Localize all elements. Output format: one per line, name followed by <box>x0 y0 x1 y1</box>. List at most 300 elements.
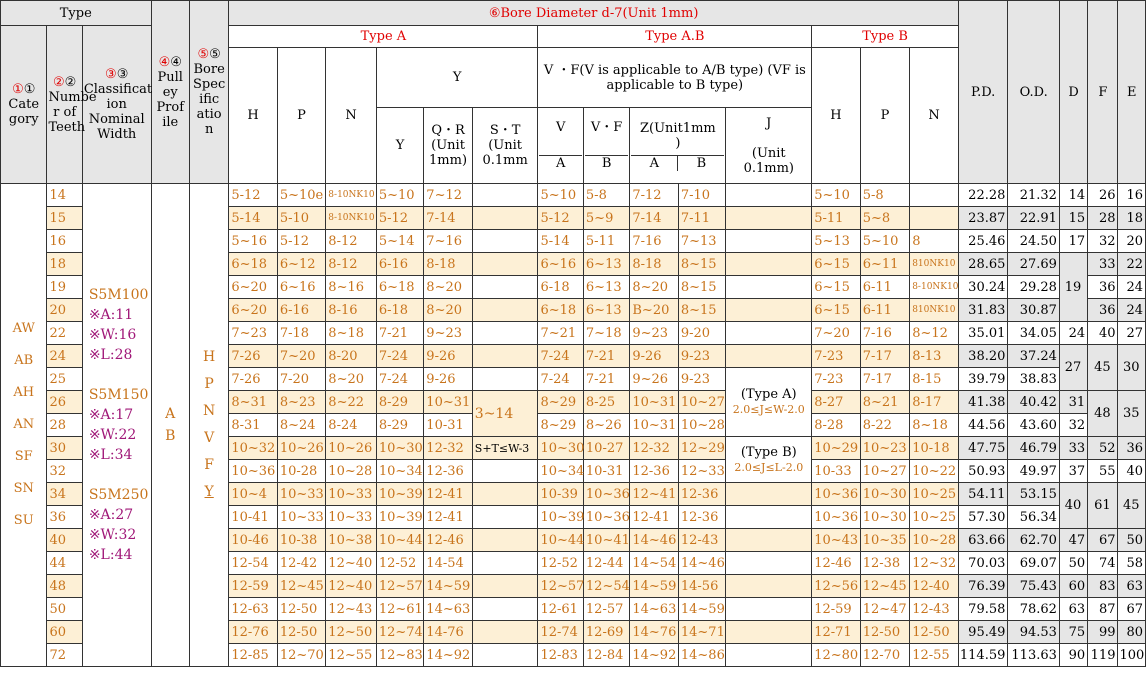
vf-cell: 12-44 <box>583 552 629 575</box>
pb-cell: 12~45 <box>860 575 910 598</box>
od-cell: 49.97 <box>1008 460 1060 483</box>
h-cell: 10-41 <box>229 506 277 529</box>
e-cell: 100 <box>1118 644 1146 667</box>
type-a-header: Type A <box>229 26 538 48</box>
j-cell <box>726 253 812 276</box>
p-cell: 12~70 <box>277 644 325 667</box>
classification-item: ※A:11 <box>88 307 134 323</box>
h-cell: 5~16 <box>229 230 277 253</box>
hb-cell: 12~56 <box>812 575 860 598</box>
d-cell: 24 <box>1059 322 1087 345</box>
vf-header-sub: B <box>585 155 628 171</box>
pd-cell: 57.30 <box>958 506 1008 529</box>
nb-cell: 8~12 <box>910 322 959 345</box>
nn-cell: 12~55 <box>326 644 377 667</box>
y-cell: 12-52 <box>376 552 423 575</box>
nn-cell: 12~43 <box>326 598 377 621</box>
v-cell: 12~57 <box>538 575 583 598</box>
pb-cell: 5~8 <box>860 207 910 230</box>
e-cell: 63 <box>1118 575 1146 598</box>
hb-cell: 6~15 <box>812 276 860 299</box>
st-cell <box>472 621 538 644</box>
v-header <box>538 108 583 184</box>
v-cell: 12-74 <box>538 621 583 644</box>
h-cell: 8-31 <box>229 414 277 437</box>
f-cell: 87 <box>1088 598 1118 621</box>
p-cell: 5-10 <box>277 207 325 230</box>
vf-cell: 6~13 <box>583 253 629 276</box>
j-cell <box>726 506 812 529</box>
nn-cell: 8-20 <box>326 345 377 368</box>
hb-cell: 5~13 <box>812 230 860 253</box>
za-cell: 9~23 <box>630 322 678 345</box>
nn-cell: 12~50 <box>326 621 377 644</box>
vf-cell: 5~9 <box>583 207 629 230</box>
vf-cell: 10-27 <box>583 437 629 460</box>
v-cell: 8~29 <box>538 414 583 437</box>
bore-spec-item: P <box>204 376 214 392</box>
hb-cell: 10~29 <box>812 437 860 460</box>
nn-cell: 10~28 <box>326 460 377 483</box>
hb-cell: 10-33 <box>812 460 860 483</box>
pb-cell: 12-38 <box>860 552 910 575</box>
v-cell: 10~34 <box>538 460 583 483</box>
j-cell <box>726 529 812 552</box>
d-cell: 27 <box>1059 345 1087 391</box>
h-cell: 6~18 <box>229 253 277 276</box>
pb-cell: 12-50 <box>860 621 910 644</box>
teeth-cell: 20 <box>47 299 82 322</box>
od-cell: 62.70 <box>1008 529 1060 552</box>
teeth-cell: 50 <box>47 598 82 621</box>
y-cell: 7-24 <box>376 368 423 391</box>
vf-cell: 12-69 <box>583 621 629 644</box>
st-cell <box>472 276 538 299</box>
y-cell: 8-29 <box>376 391 423 414</box>
f-cell: 28 <box>1088 207 1118 230</box>
pb-cell: 12-70 <box>860 644 910 667</box>
za-cell: 7-12 <box>630 184 678 207</box>
h-cell: 5-14 <box>229 207 277 230</box>
vf-cell: 10~36 <box>583 483 629 506</box>
h-cell: 12-85 <box>229 644 277 667</box>
j-type-a-cell <box>726 368 812 437</box>
f-cell: 40 <box>1088 322 1118 345</box>
e-cell: 58 <box>1118 552 1146 575</box>
category-item: AH <box>13 385 35 400</box>
od-cell: 53.15 <box>1008 483 1060 506</box>
teeth-cell: 16 <box>47 230 82 253</box>
za-cell: 14~46 <box>630 529 678 552</box>
f-cell: 26 <box>1088 184 1118 207</box>
f-cell: 48 <box>1088 391 1118 437</box>
f-cell: 55 <box>1088 460 1118 483</box>
p-header: P <box>277 48 325 184</box>
za-cell: 8-18 <box>630 253 678 276</box>
teeth-cell: 60 <box>47 621 82 644</box>
zb-cell: 8~15 <box>678 299 725 322</box>
vf-cell: 10~36 <box>583 506 629 529</box>
j-type-b-cell <box>726 437 812 483</box>
teeth-cell: 28 <box>47 414 82 437</box>
vf-cell: 12~54 <box>583 575 629 598</box>
vf-cell: 7-21 <box>583 368 629 391</box>
qr-cell: 14-76 <box>424 621 472 644</box>
od-cell: 37.24 <box>1008 345 1060 368</box>
y-cell: 6~18 <box>376 276 423 299</box>
pd-header: P.D. <box>958 1 1008 184</box>
nn-cell: 8~20 <box>326 368 377 391</box>
hb-cell: 5-11 <box>812 207 860 230</box>
nn-cell: 8-16 <box>326 299 377 322</box>
nb-cell <box>910 207 959 230</box>
od-cell: 24.50 <box>1008 230 1060 253</box>
f-header: F <box>1088 1 1118 184</box>
p-cell: 6-16 <box>277 299 325 322</box>
nn-cell: 8~22 <box>326 391 377 414</box>
h-cell: 12-76 <box>229 621 277 644</box>
classification-item: S5M250 <box>88 487 149 503</box>
vf-cell: 5-11 <box>583 230 629 253</box>
za-cell: 12~41 <box>630 483 678 506</box>
d-cell: 32 <box>1059 414 1087 437</box>
pd-cell: 30.24 <box>958 276 1008 299</box>
category-item: AW <box>12 321 35 336</box>
hb-cell: 10~43 <box>812 529 860 552</box>
p-cell: 6~12 <box>277 253 325 276</box>
nb-cell: 10~22 <box>910 460 959 483</box>
e-cell: 30 <box>1118 345 1146 391</box>
nn-cell: 10~33 <box>326 483 377 506</box>
hb-cell: 5~10 <box>812 184 860 207</box>
pb-cell: 10~23 <box>860 437 910 460</box>
pd-cell: 22.28 <box>958 184 1008 207</box>
bore-spec-header: ⑤⑤ Bore Spec ific atio n <box>189 1 228 184</box>
nb-cell: 8-10NK10 <box>910 276 959 299</box>
st-formula-cell: S+T≤W-3 <box>472 437 538 460</box>
pb-cell: 8-22 <box>860 414 910 437</box>
f-cell: 33 <box>1088 253 1118 276</box>
f-cell: 99 <box>1088 621 1118 644</box>
vf-cell: 7~18 <box>583 322 629 345</box>
e-cell: 22 <box>1118 253 1146 276</box>
st-cell <box>472 529 538 552</box>
qr-cell: 8-18 <box>424 253 472 276</box>
teeth-cell: 30 <box>47 437 82 460</box>
qr-cell: 12-41 <box>424 483 472 506</box>
nb-cell: 8 <box>910 230 959 253</box>
v-cell: 7~21 <box>538 322 583 345</box>
teeth-cell: 25 <box>47 368 82 391</box>
y-cell: 10~39 <box>376 483 423 506</box>
d-cell: 19 <box>1059 253 1087 322</box>
zb-cell: 7~13 <box>678 230 725 253</box>
qr-cell: 9-26 <box>424 345 472 368</box>
classification-item <box>89 465 150 485</box>
y-cell: 10~30 <box>376 437 423 460</box>
p-cell: 7~20 <box>277 345 325 368</box>
vf-cell: 8-25 <box>583 391 629 414</box>
f-cell: 83 <box>1088 575 1118 598</box>
nn-cell: 8-12 <box>326 230 377 253</box>
za-cell: 14~92 <box>630 644 678 667</box>
v-header-sub: A <box>539 155 581 171</box>
p-cell: 10~33 <box>277 483 325 506</box>
bore-spec-item: H <box>203 349 216 365</box>
pb-cell: 10~30 <box>860 483 910 506</box>
za-cell: 14~76 <box>630 621 678 644</box>
pb-cell: 12~47 <box>860 598 910 621</box>
j-cell <box>726 644 812 667</box>
teeth-cell: 19 <box>47 276 82 299</box>
hb-cell: 10~36 <box>812 483 860 506</box>
zb-cell: 9-20 <box>678 322 725 345</box>
bore-spec-item: N <box>203 403 216 419</box>
od-cell: 29.28 <box>1008 276 1060 299</box>
zb-cell: 9-23 <box>678 368 725 391</box>
zb-cell: 14~46 <box>678 552 725 575</box>
pd-cell: 114.59 <box>958 644 1008 667</box>
y-cell: 7-24 <box>376 345 423 368</box>
y-group-header: Y <box>376 48 538 108</box>
pd-cell: 50.93 <box>958 460 1008 483</box>
y-cell: 10~44 <box>376 529 423 552</box>
nb-cell: 8-13 <box>910 345 959 368</box>
f-cell: 32 <box>1088 230 1118 253</box>
vf-cell: 12-84 <box>583 644 629 667</box>
classification-header-text: ③ Classificat ion Nominal Width <box>83 67 153 142</box>
y-cell: 6-18 <box>376 299 423 322</box>
e-cell: 35 <box>1118 391 1146 437</box>
table-body <box>1 184 1146 667</box>
teeth-cell: 15 <box>47 207 82 230</box>
h-cell: 6~20 <box>229 276 277 299</box>
teeth-cell: 26 <box>47 391 82 414</box>
classification-item: ※W:16 <box>88 327 137 343</box>
classification-item: ※L:44 <box>88 547 133 563</box>
qr-cell: 8~20 <box>424 299 472 322</box>
nn-cell: 10~38 <box>326 529 377 552</box>
j-type-b-label: (Type B) <box>740 444 797 460</box>
teeth-header: ②② Numbe r of Teeth <box>47 26 82 184</box>
vf-cell: 10-31 <box>583 460 629 483</box>
e-cell: 67 <box>1118 598 1146 621</box>
vf-cell: 12-57 <box>583 598 629 621</box>
pd-cell: 39.79 <box>958 368 1008 391</box>
hb-cell: 12-46 <box>812 552 860 575</box>
od-cell: 27.69 <box>1008 253 1060 276</box>
nb-cell: 10-18 <box>910 437 959 460</box>
y-cell: 5-12 <box>376 207 423 230</box>
qr-cell: 12-46 <box>424 529 472 552</box>
qr-cell: 9~23 <box>424 322 472 345</box>
od-cell: 69.07 <box>1008 552 1060 575</box>
d-cell: 14 <box>1059 184 1087 207</box>
d-cell: 60 <box>1059 575 1087 598</box>
j-cell <box>726 230 812 253</box>
j-cell <box>726 621 812 644</box>
zb-cell: 12~29 <box>678 437 725 460</box>
nn-cell: 10~33 <box>326 506 377 529</box>
h-cell: 10~32 <box>229 437 277 460</box>
qr-cell: 7-14 <box>424 207 472 230</box>
zb-cell: 7-11 <box>678 207 725 230</box>
zb-cell: 14-56 <box>678 575 725 598</box>
y-cell: 10~39 <box>376 506 423 529</box>
od-cell: 40.42 <box>1008 391 1060 414</box>
zb-cell: 12-36 <box>678 506 725 529</box>
nb-cell: 10~25 <box>910 506 959 529</box>
pd-cell: 25.46 <box>958 230 1008 253</box>
za-cell: 9~26 <box>630 368 678 391</box>
p-cell: 12-50 <box>277 598 325 621</box>
d-cell: 15 <box>1059 207 1087 230</box>
za-cell: 14~59 <box>630 575 678 598</box>
v-cell: 12-61 <box>538 598 583 621</box>
nb-cell: 810NK10 <box>910 299 959 322</box>
v-cell: 5-14 <box>538 230 583 253</box>
nb-cell: 810NK10 <box>910 253 959 276</box>
h-cell: 7~23 <box>229 322 277 345</box>
classification-header: ③③ Classificat ion Nominal Width <box>82 26 151 184</box>
vf-cell: 6~13 <box>583 299 629 322</box>
st-cell <box>472 552 538 575</box>
p-cell: 5-12 <box>277 230 325 253</box>
d-cell: 40 <box>1059 483 1087 529</box>
st-cell <box>472 299 538 322</box>
e-header: E <box>1118 1 1146 184</box>
zb-cell: 12~33 <box>678 460 725 483</box>
j-type-a-label: (Type A) <box>740 387 797 402</box>
zb-cell: 10~28 <box>678 414 725 437</box>
e-cell: 24 <box>1118 299 1146 322</box>
nb-cell: 12-40 <box>910 575 959 598</box>
p-cell: 10~26 <box>277 437 325 460</box>
teeth-cell: 32 <box>47 460 82 483</box>
pb-cell: 6-11 <box>860 276 910 299</box>
bore-spec-item: F <box>204 457 214 473</box>
od-cell: 94.53 <box>1008 621 1060 644</box>
za-cell: B~20 <box>630 299 678 322</box>
nn-cell: 8-12 <box>326 253 377 276</box>
nb-cell: 8-17 <box>910 391 959 414</box>
nb-cell: 12~32 <box>910 552 959 575</box>
hb-cell: 7~20 <box>812 322 860 345</box>
od-cell: 113.63 <box>1008 644 1060 667</box>
st-cell <box>472 368 538 391</box>
h-cell: 12-63 <box>229 598 277 621</box>
z-header-a: A <box>631 156 678 171</box>
v-cell: 5-12 <box>538 207 583 230</box>
category-header: ①① Cate gory <box>1 26 47 184</box>
type-b-header: Type B <box>812 26 959 48</box>
d-cell: 31 <box>1059 391 1087 414</box>
category-cell <box>1 184 47 667</box>
za-cell: 14~63 <box>630 598 678 621</box>
od-cell: 78.62 <box>1008 598 1060 621</box>
pd-cell: 63.66 <box>958 529 1008 552</box>
v-cell: 7-24 <box>538 368 583 391</box>
p-cell: 6~16 <box>277 276 325 299</box>
qr-cell: 7~12 <box>424 184 472 207</box>
za-cell: 9-26 <box>630 345 678 368</box>
qr-cell: 12-32 <box>424 437 472 460</box>
h-cell: 6~20 <box>229 299 277 322</box>
zb-cell: 8~15 <box>678 253 725 276</box>
pd-cell: 54.11 <box>958 483 1008 506</box>
p-cell: 5~10e <box>277 184 325 207</box>
pd-cell: 23.87 <box>958 207 1008 230</box>
y-cell: 12~74 <box>376 621 423 644</box>
nn-cell: 8-24 <box>326 414 377 437</box>
nb-cell: 10~25 <box>910 483 959 506</box>
bore-spec-header-text: ⑤ Bore Spec ific atio n <box>193 47 226 137</box>
d-cell: 63 <box>1059 598 1087 621</box>
vf-cell: 10~41 <box>583 529 629 552</box>
category-item: AB <box>14 353 34 368</box>
p-cell: 7-18 <box>277 322 325 345</box>
st-cell <box>472 184 538 207</box>
p-cell: 12-42 <box>277 552 325 575</box>
y-cell: 5~14 <box>376 230 423 253</box>
j-cell <box>726 552 812 575</box>
nb-cell: 12-55 <box>910 644 959 667</box>
classification-item: S5M150 <box>88 387 149 403</box>
j-cell <box>726 345 812 368</box>
pb-cell: 6~11 <box>860 253 910 276</box>
e-cell: 24 <box>1118 276 1146 299</box>
nb-cell <box>910 184 959 207</box>
profile-cell <box>151 184 189 667</box>
teeth-cell: 40 <box>47 529 82 552</box>
y-cell: 12~83 <box>376 644 423 667</box>
d-cell: 75 <box>1059 621 1087 644</box>
e-cell: 45 <box>1118 483 1146 529</box>
y-cell: 12~61 <box>376 598 423 621</box>
qr-cell: 12-41 <box>424 506 472 529</box>
type-ab-header: Type A.B <box>538 26 812 48</box>
h-cell: 10~4 <box>229 483 277 506</box>
qr-cell: 12-36 <box>424 460 472 483</box>
pd-cell: 35.01 <box>958 322 1008 345</box>
e-cell: 80 <box>1118 621 1146 644</box>
nn-cell: 10~26 <box>326 437 377 460</box>
vf-group-header: V ・F(V is applicable to A/B type) (VF is applicable to B type) <box>538 48 812 108</box>
p-cell: 12-50 <box>277 621 325 644</box>
p-cell: 8~23 <box>277 391 325 414</box>
j-cell <box>726 207 812 230</box>
pb-cell: 7-17 <box>860 345 910 368</box>
z-header <box>630 108 726 184</box>
od-cell: 38.83 <box>1008 368 1060 391</box>
od-cell: 21.32 <box>1008 184 1060 207</box>
st-cell <box>472 460 538 483</box>
qr-cell: 14-54 <box>424 552 472 575</box>
pb-header: P <box>860 48 910 184</box>
classification-item: ※W:22 <box>88 427 137 443</box>
pb-cell: 10~35 <box>860 529 910 552</box>
nn-cell: 8-10NK10 <box>326 184 377 207</box>
h-cell: 8~31 <box>229 391 277 414</box>
zb-cell: 14~71 <box>678 621 725 644</box>
pd-cell: 28.65 <box>958 253 1008 276</box>
vf-cell: 7-21 <box>583 345 629 368</box>
d-cell: 90 <box>1059 644 1087 667</box>
profile-item: B <box>165 428 176 444</box>
hb-header: H <box>812 48 860 184</box>
pb-cell: 6-11 <box>860 299 910 322</box>
v-cell: 10~44 <box>538 529 583 552</box>
